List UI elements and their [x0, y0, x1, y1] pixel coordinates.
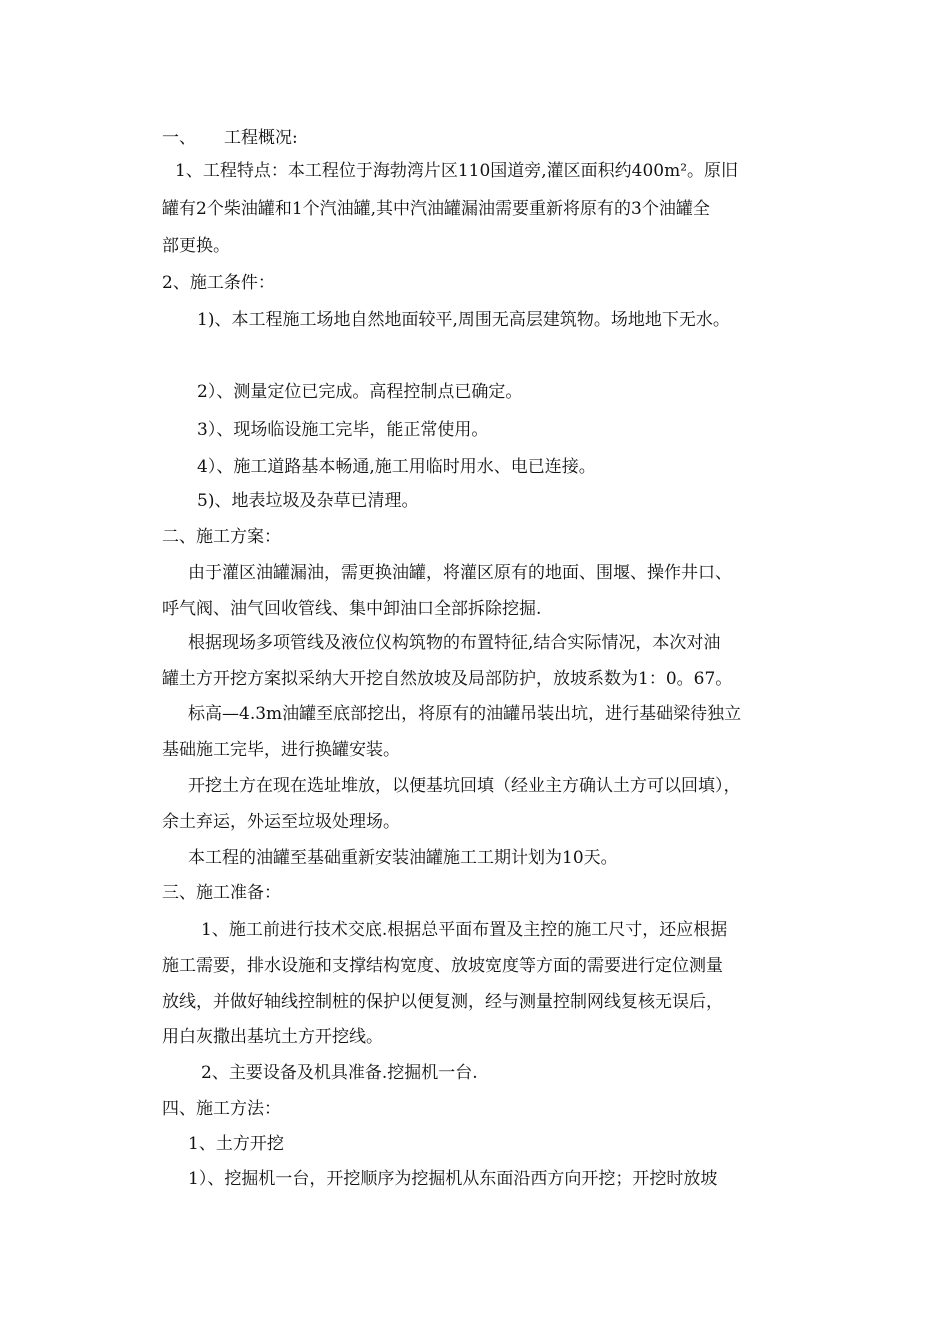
condition-item: 2）、测量定位已完成。高程控制点已确定。 — [197, 382, 523, 402]
text-line: 罐有2个柴油罐和1个汽油罐,其中汽油罐漏油需要重新将原有的3个油罐全 — [162, 199, 710, 219]
text-line: 用白灰撒出基坑土方开挖线。 — [162, 1027, 383, 1047]
text-line: 罐土方开挖方案拟采纳大开挖自然放坡及局部防护，放坡系数为1：0。67。 — [162, 669, 733, 689]
section-4-heading: 四、施工方法： — [162, 1099, 281, 1119]
section-2-heading: 二、施工方案： — [162, 527, 281, 547]
section-3-heading: 三、施工准备： — [162, 883, 281, 903]
text-line: 基础施工完毕，进行换罐安装。 — [162, 740, 400, 760]
section-1-title: 工程概况: — [224, 128, 298, 148]
condition-item: 3）、现场临设施工完毕，能正常使用。 — [197, 420, 489, 440]
text-line: 由于灌区油罐漏油，需更换油罐，将灌区原有的地面、围堰、操作井口、 — [188, 563, 732, 583]
text-line: 2、主要设备及机具准备.挖掘机一台. — [201, 1063, 478, 1083]
text-line: 1、工程特点：本工程位于海勃湾片区110国道旁,灌区面积约400m²。原旧 — [175, 161, 739, 181]
text-line: 部更换。 — [162, 236, 230, 256]
conditions-heading: 2、施工条件： — [162, 273, 275, 293]
text-line: 1、施工前进行技术交底.根据总平面布置及主控的施工尺寸，还应根据 — [201, 920, 728, 940]
text-line: 本工程的油罐至基础重新安装油罐施工工期计划为10天。 — [188, 848, 618, 868]
text-line: 余土弃运，外运至垃圾处理场。 — [162, 812, 400, 832]
condition-item: 5)、地表垃圾及杂草已清理。 — [197, 491, 419, 511]
text-line: 施工需要，排水设施和支撑结构宽度、放坡宽度等方面的需要进行定位测量 — [162, 956, 723, 976]
text-line: 根据现场多项管线及液位仪构筑物的布置特征,结合实际情况，本次对油 — [188, 633, 721, 653]
condition-item: 4）、施工道路基本畅通,施工用临时用水、电已连接。 — [197, 457, 596, 477]
section-1-number: 一、 — [162, 128, 196, 148]
section-1-heading — [162, 128, 298, 148]
subsection-heading: 1、土方开挖 — [188, 1134, 284, 1154]
text-line: 放线，并做好轴线控制桩的保护以便复测，经与测量控制网线复核无误后， — [162, 992, 723, 1012]
text-line: 标高—4.3m油罐至底部挖出，将原有的油罐吊装出坑，进行基础梁待独立 — [188, 704, 742, 724]
text-line: 1）、挖掘机一台，开挖顺序为挖掘机从东面沿西方向开挖；开挖时放坡 — [188, 1169, 718, 1189]
condition-item: 1)、本工程施工场地自然地面较平,周围无高层建筑物。场地地下无水。 — [197, 310, 730, 330]
text-line: 呼气阀、油气回收管线、集中卸油口全部拆除挖掘. — [162, 599, 542, 619]
text-line: 开挖土方在现在选址堆放，以便基坑回填（经业主方确认土方可以回填）， — [188, 776, 741, 796]
